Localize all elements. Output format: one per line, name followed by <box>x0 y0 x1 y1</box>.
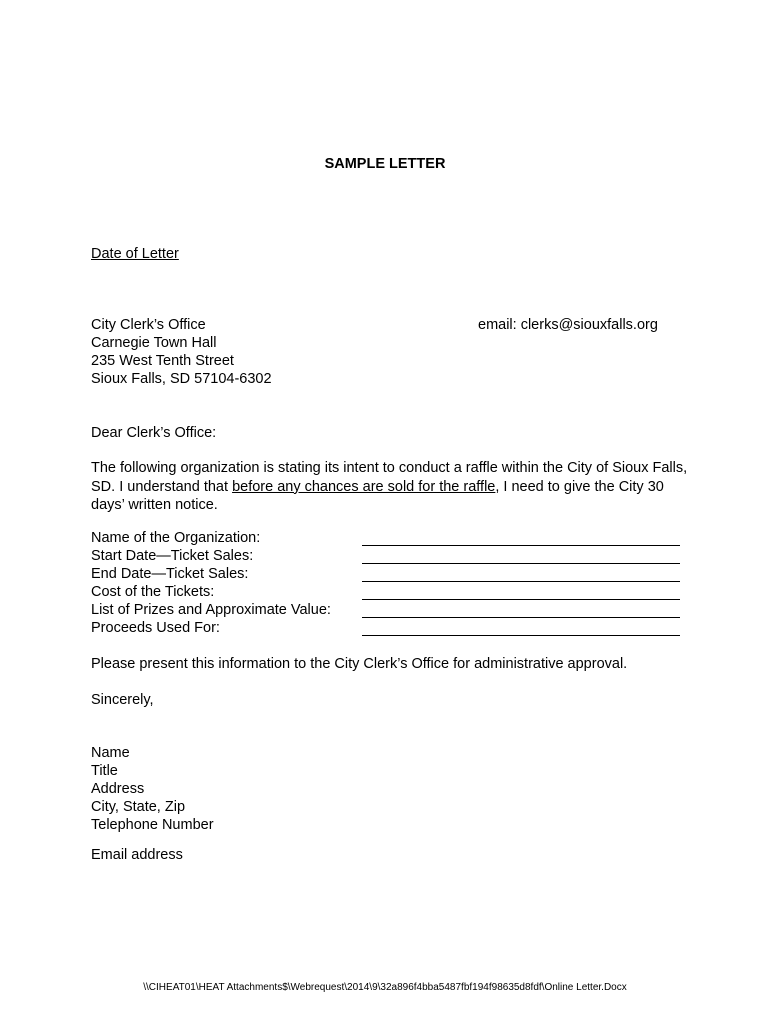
intro-text-after: , I need to give the City 30 days’ written notice. <box>91 478 664 513</box>
signature-title: Title <box>91 763 118 779</box>
footer-file-path: \\CIHEAT01\HEAT Attachments$\Webrequest\2014\9\32a896f4bba5487fbf194f98635d8fdf\Online Letter.Docx <box>143 982 627 993</box>
field-start-date <box>91 548 253 566</box>
field-end-date-blank[interactable] <box>362 581 680 582</box>
recipient-office: City Clerk’s Office <box>91 317 206 333</box>
field-label: Name of the Organization: <box>91 530 261 546</box>
field-organization-name-blank[interactable] <box>362 545 680 546</box>
field-proceeds <box>91 620 220 638</box>
request-sentence: Please present this information to the City Clerk’s Office for administrative approval. <box>91 656 628 672</box>
salutation: Dear Clerk’s Office: <box>91 425 217 441</box>
field-label: End Date—Ticket Sales: <box>91 566 249 582</box>
field-prizes <box>91 602 331 620</box>
signature-address: Address <box>91 781 145 797</box>
field-label: List of Prizes and Approximate Value: <box>91 602 331 618</box>
signature-phone: Telephone Number <box>91 817 214 833</box>
recipient-email: email: clerks@siouxfalls.org <box>478 317 658 333</box>
signature-city-state-zip: City, State, Zip <box>91 799 186 815</box>
intro-text-before: The following organization is stating its intent to conduct a raffle within the City of Sioux Falls, SD. I understand that <box>91 460 688 495</box>
letter-title: SAMPLE LETTER <box>324 156 446 172</box>
field-ticket-cost-blank[interactable] <box>362 599 680 600</box>
field-label: Start Date—Ticket Sales: <box>91 548 254 564</box>
intro-paragraph <box>91 459 691 515</box>
signature-email: Email address <box>91 847 183 863</box>
intro-text-underlined: before any chances are sold for the raffle <box>232 478 496 495</box>
field-label: Proceeds Used For: <box>91 620 220 636</box>
field-ticket-cost <box>91 584 214 602</box>
field-label: Cost of the Tickets: <box>91 584 215 600</box>
field-start-date-blank[interactable] <box>362 563 680 564</box>
field-organization-name <box>91 530 260 548</box>
recipient-building: Carnegie Town Hall <box>91 335 217 351</box>
field-end-date <box>91 566 248 584</box>
signature-name: Name <box>91 745 130 761</box>
field-proceeds-blank[interactable] <box>362 635 680 636</box>
recipient-street: 235 West Tenth Street <box>91 353 234 369</box>
field-prizes-blank[interactable] <box>362 617 680 618</box>
date-line: Date of Letter <box>91 246 179 262</box>
closing: Sincerely, <box>91 692 154 708</box>
recipient-city: Sioux Falls, SD 57104-6302 <box>91 371 272 387</box>
